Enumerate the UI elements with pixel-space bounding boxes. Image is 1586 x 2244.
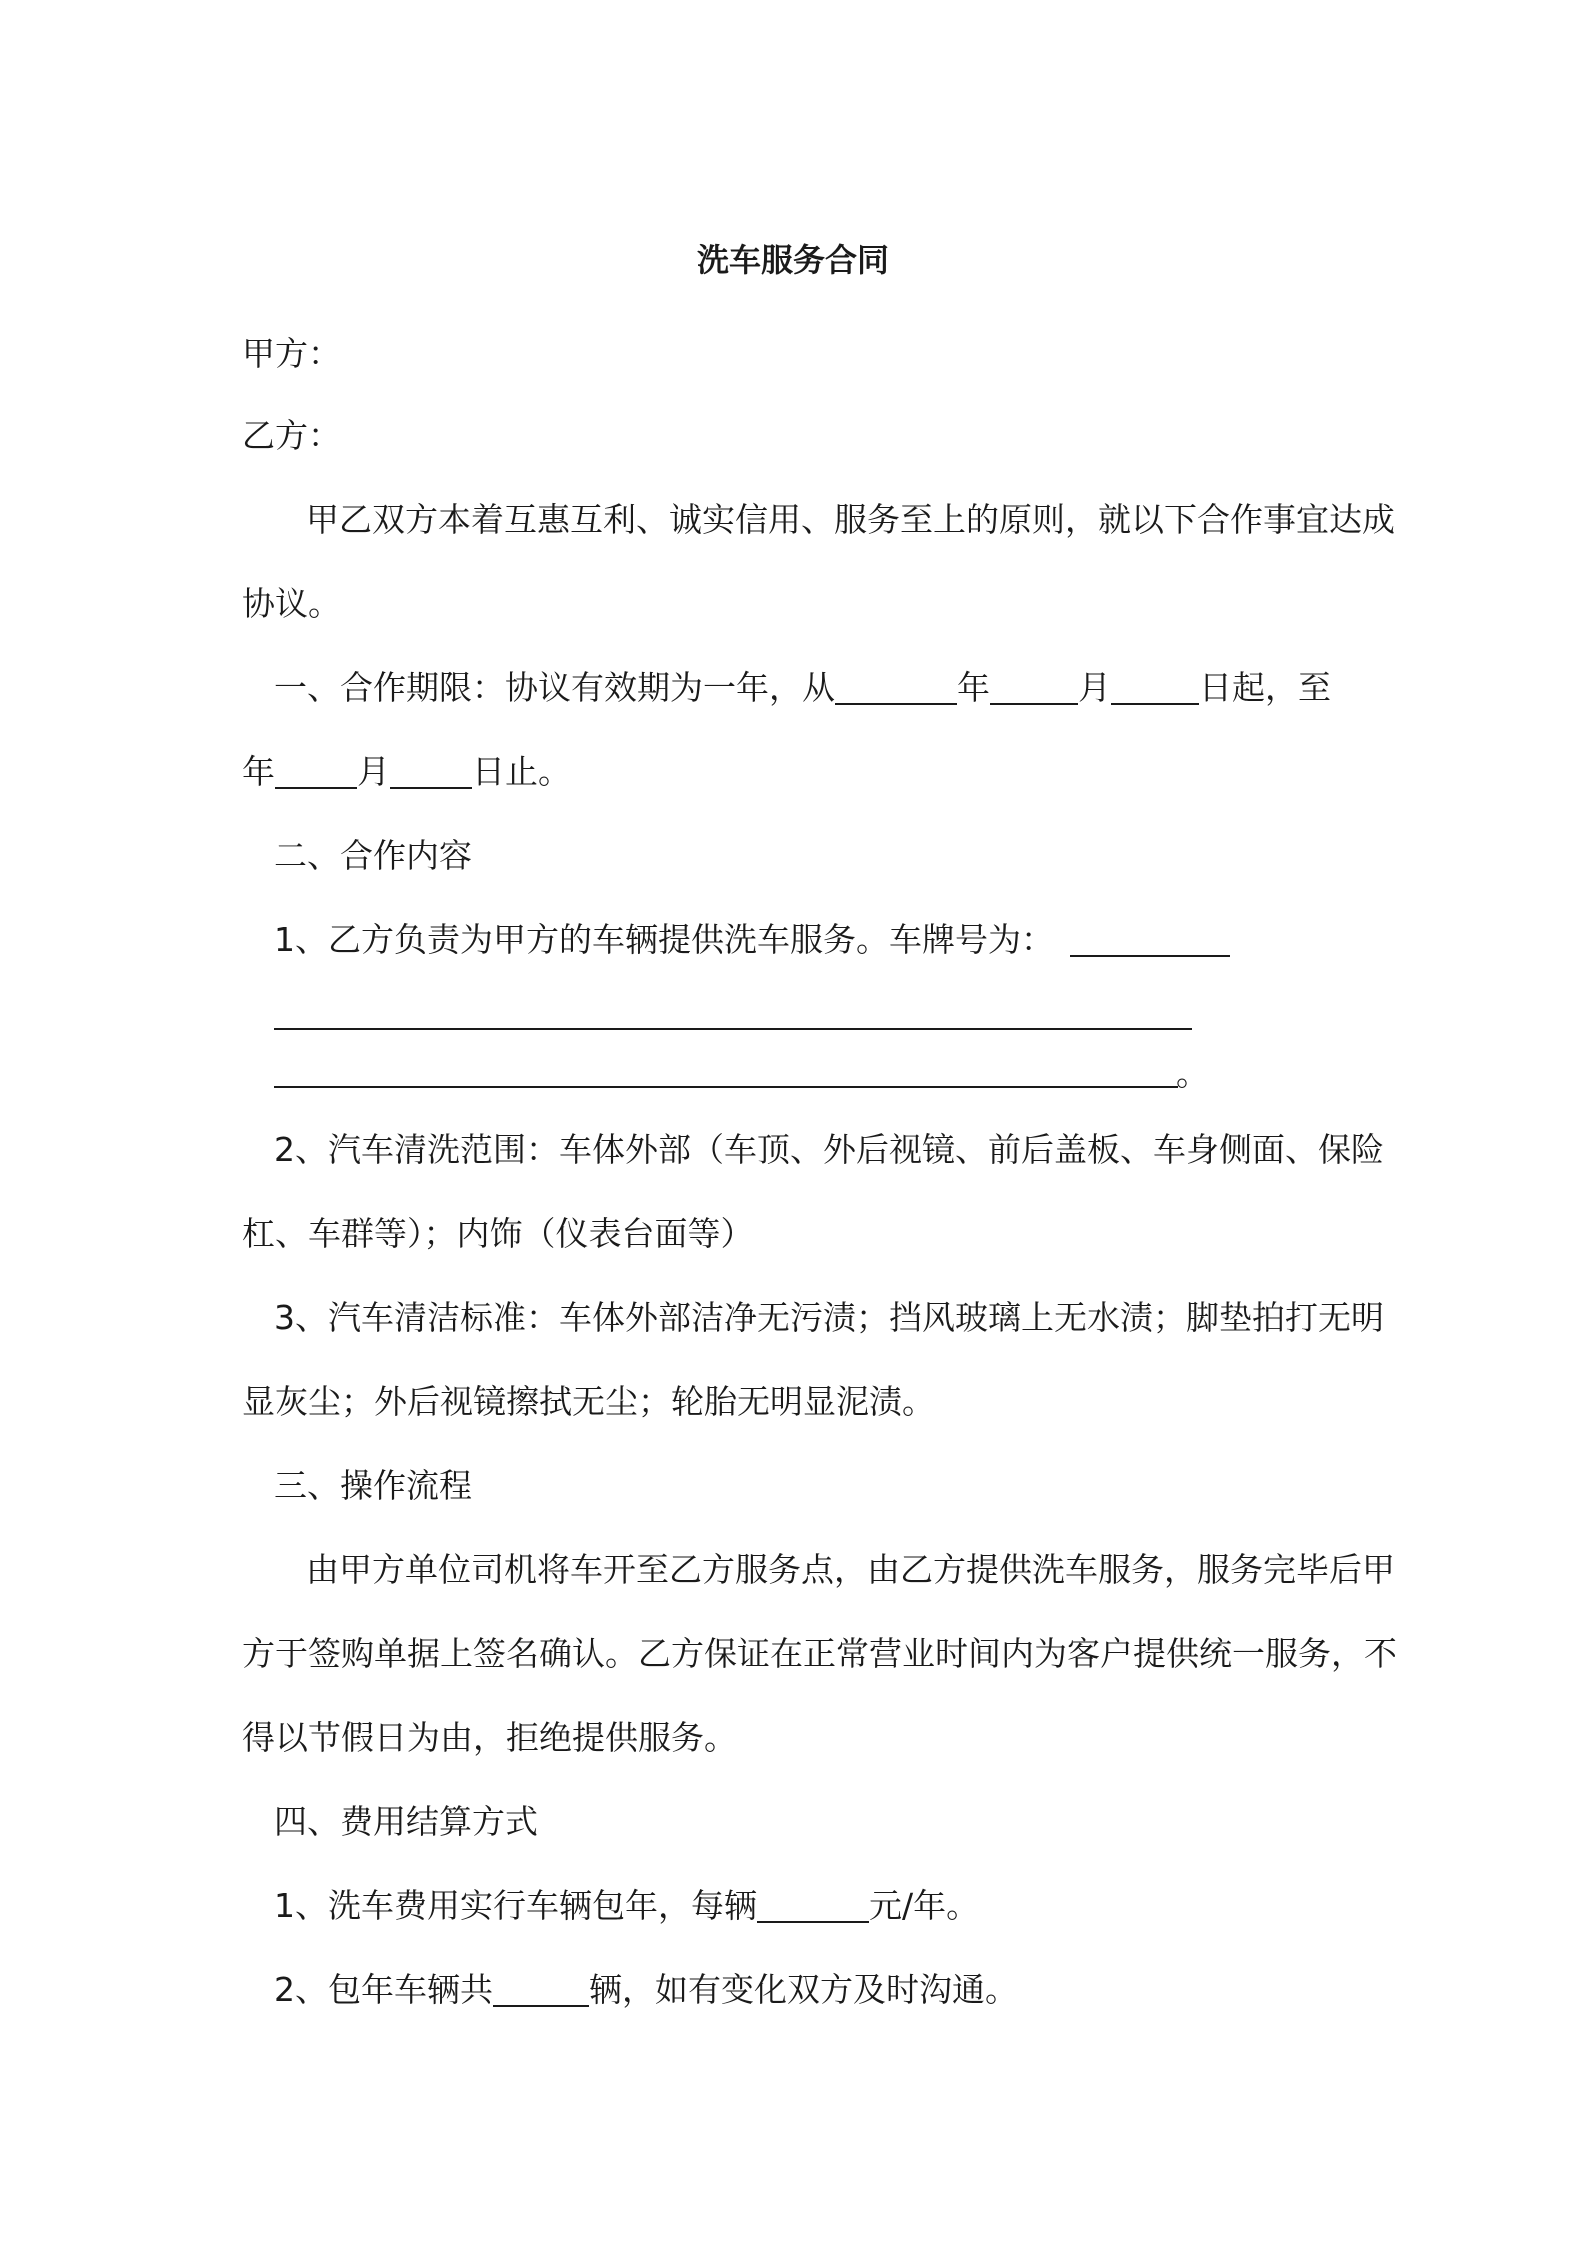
end-month-label: 月 [357, 752, 390, 791]
section-3-heading: 三、操作流程 [274, 1466, 472, 1505]
vehicle-count-text: 2、包年车辆共 [274, 1970, 493, 2009]
section-4-item-1 [274, 1884, 979, 1928]
section-2-item-3-line-2: 显灰尘；外后视镜擦拭无尘；轮胎无明显泥渍。 [242, 1382, 935, 1421]
section-3-line-1: 由甲方单位司机将车开至乙方服务点，由乙方提供洗车服务，服务完毕后甲 [306, 1550, 1395, 1589]
party-b-label: 乙方： [242, 416, 341, 455]
section-4-item-2 [274, 1968, 1018, 2012]
section-2-item-2-line-2: 杠、车群等）；内饰（仪表台面等） [242, 1214, 754, 1253]
month-label: 月 [1078, 668, 1111, 707]
end-day-label: 日止。 [472, 752, 571, 791]
section-2-heading: 二、合作内容 [274, 836, 472, 875]
section-2-item-1 [274, 918, 1230, 962]
plate-number-end-mark: 。 [1176, 1054, 1209, 1093]
end-year-label: 年 [242, 752, 275, 791]
end-month-blank [275, 753, 357, 789]
annual-fee-unit: 元/年。 [869, 1886, 980, 1925]
vehicle-count-blank [493, 1971, 589, 2007]
document-title: 洗车服务合同 [696, 241, 889, 279]
section-3-line-3: 得以节假日为由，拒绝提供服务。 [242, 1718, 737, 1757]
section-2-item-2-line-1: 2、汽车清洗范围：车体外部（车顶、外后视镜、前后盖板、车身侧面、保险 [274, 1130, 1384, 1169]
year-label: 年 [957, 668, 990, 707]
section-3-line-2: 方于签购单据上签名确认。乙方保证在正常营业时间内为客户提供统一服务，不 [242, 1634, 1397, 1673]
plate-number-text: 1、乙方负责为甲方的车辆提供洗车服务。车牌号为： [274, 920, 1054, 959]
annual-fee-text: 1、洗车费用实行车辆包年，每辆 [274, 1886, 757, 1925]
intro-line-2: 协议。 [242, 584, 341, 623]
party-a-label: 甲方： [242, 334, 341, 373]
start-day-label: 日起，至 [1199, 668, 1331, 707]
plate-number-blank [1070, 921, 1230, 957]
vehicle-count-note: 辆，如有变化双方及时沟通。 [589, 1970, 1018, 2009]
section-4-heading: 四、费用结算方式 [274, 1802, 538, 1841]
term-clause-line-2 [242, 750, 571, 794]
term-clause-text: 一、合作期限：协议有效期为一年，从 [274, 668, 835, 707]
start-day-blank [1111, 669, 1199, 705]
end-day-blank [390, 753, 472, 789]
section-2-item-3-line-1: 3、汽车清洁标准：车体外部洁净无污渍；挡风玻璃上无水渍；脚垫拍打无明 [274, 1298, 1384, 1337]
term-clause-line-1 [274, 666, 1331, 710]
plate-number-blank-line-2 [274, 1028, 1192, 1030]
start-year-blank [835, 669, 957, 705]
start-month-blank [990, 669, 1078, 705]
intro-line-1: 甲乙双方本着互惠互利、诚实信用、服务至上的原则，就以下合作事宜达成 [306, 500, 1395, 539]
annual-fee-blank [757, 1887, 869, 1923]
plate-number-blank-line-3 [274, 1086, 1178, 1088]
